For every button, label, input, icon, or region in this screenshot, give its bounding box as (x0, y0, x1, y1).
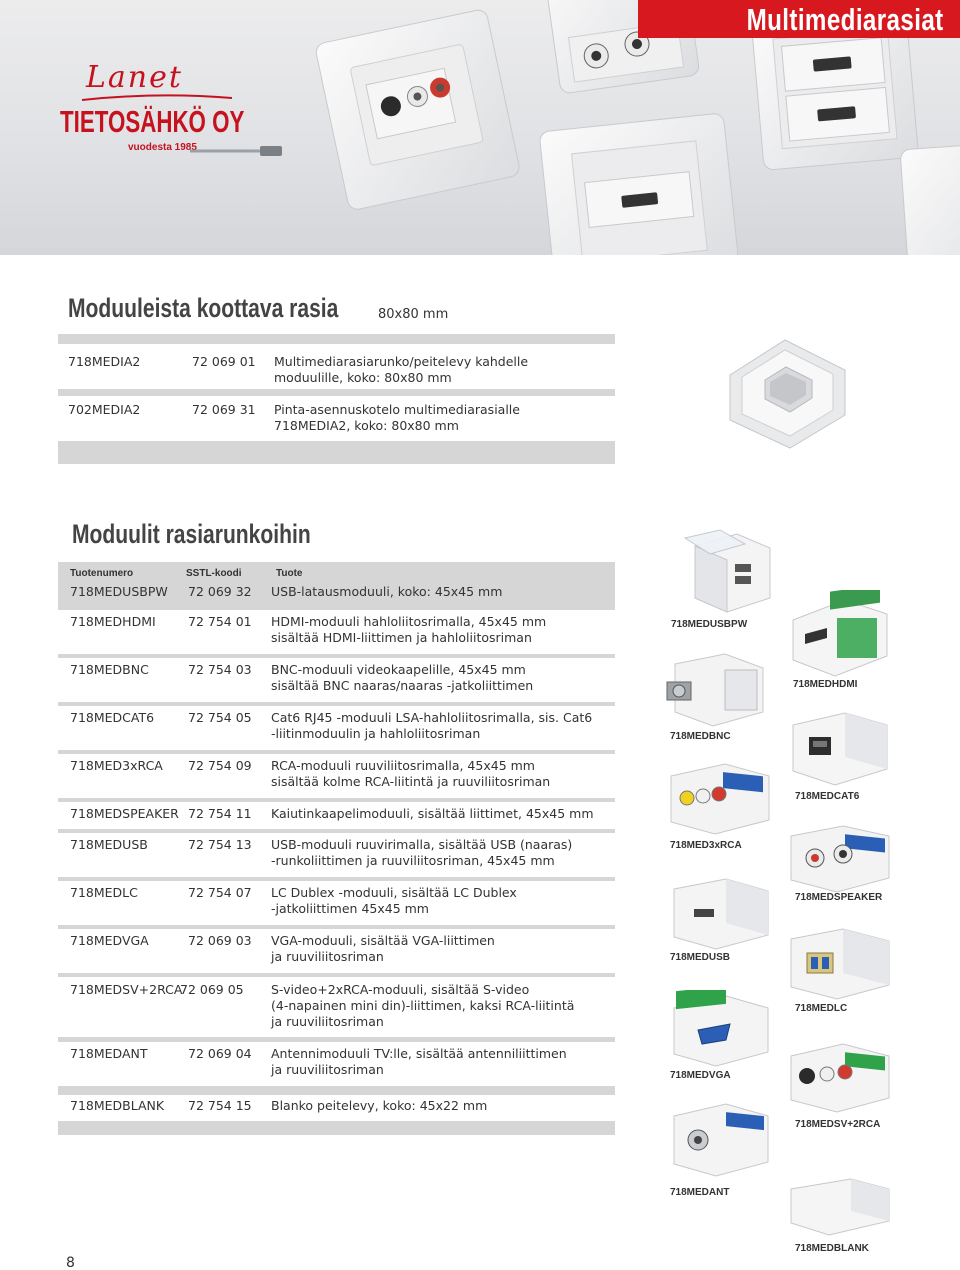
table-row (58, 396, 615, 441)
sstl-code: 72 754 03 (188, 662, 252, 677)
svideo-rca-module-icon (785, 1040, 895, 1116)
table-row (58, 1042, 615, 1086)
product-desc: (4-napainen mini din)-liittimen, kaksi RCA-liitintä (271, 998, 575, 1013)
product-code: 718MEDANT (70, 1046, 148, 1061)
product-desc: Cat6 RJ45 -moduuli LSA-hahloliitosrimalla, sis. Cat6 (271, 710, 593, 725)
rj45-module-icon (785, 705, 895, 789)
logo-script: Lanet (86, 60, 183, 95)
hdmi-module-icon (785, 590, 895, 678)
product-desc: Blanko peitelevy, koko: 45x22 mm (271, 1098, 488, 1113)
lc-module-icon (785, 925, 895, 1003)
box-product-table (58, 334, 615, 464)
sstl-code: 72 069 04 (188, 1046, 252, 1061)
product-desc: ja ruuviliitosriman (271, 949, 384, 964)
table-row (58, 833, 615, 877)
table-row (58, 581, 615, 608)
table-row (58, 706, 615, 750)
bnc-module-icon (665, 650, 770, 730)
product-label: 718MEDUSB (670, 952, 731, 963)
product-label: 718MEDLC (795, 1003, 848, 1014)
product-label: 718MEDBNC (670, 731, 731, 742)
logo-company: TIETOSÄHKÖ OY (60, 104, 245, 139)
usb-charger-module-icon (665, 528, 780, 614)
sstl-code: 72 069 01 (192, 354, 256, 369)
usb-module-icon (668, 875, 773, 953)
product-desc: S-video+2xRCA-moduuli, sisältää S-video (271, 982, 530, 997)
product-code: 718MEDIA2 (68, 354, 141, 369)
product-desc: Antennimoduuli TV:lle, sisältää antenniliittimen (271, 1046, 567, 1061)
product-desc: LC Dublex -moduuli, sisältää LC Dublex (271, 885, 517, 900)
sstl-code: 72 754 09 (188, 758, 252, 773)
logo-since: vuodesta 1985 (128, 142, 197, 153)
product-label: 718MEDCAT6 (795, 791, 860, 802)
sstl-code: 72 754 15 (188, 1098, 252, 1113)
product-label: 718MEDANT (670, 1187, 730, 1198)
product-label: 718MEDSV+2RCA (795, 1119, 881, 1130)
table-row (58, 754, 615, 798)
header-product: Tuote (276, 568, 303, 579)
product-code: 718MEDUSBPW (70, 584, 168, 599)
product-code: 718MEDSV+2RCA (70, 982, 183, 997)
sstl-code: 72 069 31 (192, 402, 256, 417)
product-code: 718MED3xRCA (70, 758, 163, 773)
table-row (58, 344, 615, 389)
table-row (58, 658, 615, 702)
antenna-module-icon (668, 1100, 773, 1180)
table-row (58, 610, 615, 654)
logo-swoosh (82, 94, 232, 102)
table-row (58, 802, 615, 829)
product-code: 718MEDVGA (70, 933, 149, 948)
table-row (58, 977, 615, 1037)
product-desc: 718MEDIA2, koko: 80x80 mm (274, 418, 459, 433)
product-label: 718MEDUSBPW (671, 619, 748, 630)
product-code: 718MEDBNC (70, 662, 149, 677)
speaker-module-icon (785, 822, 895, 894)
sstl-code: 72 754 13 (188, 837, 252, 852)
sstl-code: 72 069 03 (188, 933, 252, 948)
product-desc: USB-moduuli ruuvirimalla, sisältää USB (naaras) (271, 837, 573, 852)
product-label: 718MEDVGA (670, 1070, 731, 1081)
section-title-box: Moduuleista koottava rasia (68, 293, 339, 323)
product-desc: Kaiutinkaapelimoduuli, sisältää liittimet, 45x45 mm (271, 806, 594, 821)
company-logo (62, 58, 272, 158)
blank-module-icon (785, 1175, 895, 1240)
rca-module-icon (665, 760, 775, 838)
table-row (58, 1095, 615, 1121)
product-label: 718MED3xRCA (670, 840, 742, 851)
page-title-band (638, 0, 960, 38)
product-code: 718MEDCAT6 (70, 710, 155, 725)
product-desc: sisältää HDMI-liittimen ja hahloliitosriman (271, 630, 532, 645)
product-code: 718MEDBLANK (70, 1098, 165, 1113)
product-code: 718MEDUSB (70, 837, 148, 852)
product-label: 718MEDBLANK (795, 1243, 869, 1254)
product-desc: USB-latausmoduuli, koko: 45x45 mm (271, 584, 503, 599)
hero-banner (0, 0, 960, 255)
page-title: Multimediarasiat (746, 2, 944, 37)
product-code: 718MEDSPEAKER (70, 806, 179, 821)
product-desc: Multimediarasiarunko/peitelevy kahdelle (274, 354, 529, 369)
product-desc: sisältää kolme RCA-liitintä ja ruuviliitosriman (271, 774, 551, 789)
section-title-modules: Moduulit rasiarunkoihin (72, 519, 311, 549)
product-label: 718MEDSPEAKER (795, 892, 883, 903)
sstl-code: 72 754 11 (188, 806, 252, 821)
header-code: Tuotenumero (70, 568, 134, 579)
sstl-code: 72 754 05 (188, 710, 252, 725)
sstl-code: 72 754 01 (188, 614, 252, 629)
product-desc: -jatkoliittimen 45x45 mm (271, 901, 429, 916)
page-number: 8 (66, 1255, 75, 1270)
header-sstl: SSTL-koodi (186, 568, 242, 579)
product-desc: BNC-moduuli videokaapelille, 45x45 mm (271, 662, 526, 677)
modules-product-table (58, 562, 615, 1135)
product-desc: moduulille, koko: 80x80 mm (274, 370, 452, 385)
product-desc: RCA-moduuli ruuviliitosrimalla, 45x45 mm (271, 758, 535, 773)
sstl-code: 72 069 32 (188, 584, 252, 599)
sstl-code: 72 754 07 (188, 885, 252, 900)
sstl-code: 72 069 05 (180, 982, 244, 997)
product-desc: VGA-moduuli, sisältää VGA-liittimen (271, 933, 495, 948)
product-desc: -runkoliittimen ja ruuviliitosriman, 45x45 mm (271, 853, 555, 868)
product-desc: -liitinmoduulin ja hahloliitosriman (271, 726, 481, 741)
product-label: 718MEDHDMI (793, 679, 858, 690)
section-subtitle-box: 80x80 mm (378, 307, 449, 322)
product-code: 702MEDIA2 (68, 402, 141, 417)
product-code: 718MEDLC (70, 885, 138, 900)
table-row (58, 881, 615, 925)
table-row (58, 929, 615, 973)
cable-icon (190, 144, 285, 158)
product-desc: Pinta-asennuskotelo multimediarasialle (274, 402, 520, 417)
vga-module-icon (668, 990, 773, 1070)
box-frame-image (720, 330, 850, 450)
product-desc: HDMI-moduuli hahloliitosrimalla, 45x45 mm (271, 614, 547, 629)
product-desc: ja ruuviliitosriman (271, 1062, 384, 1077)
product-code: 718MEDHDMI (70, 614, 156, 629)
product-desc: sisältää BNC naaras/naaras -jatkoliittimen (271, 678, 534, 693)
product-desc: ja ruuviliitosriman (271, 1014, 384, 1029)
